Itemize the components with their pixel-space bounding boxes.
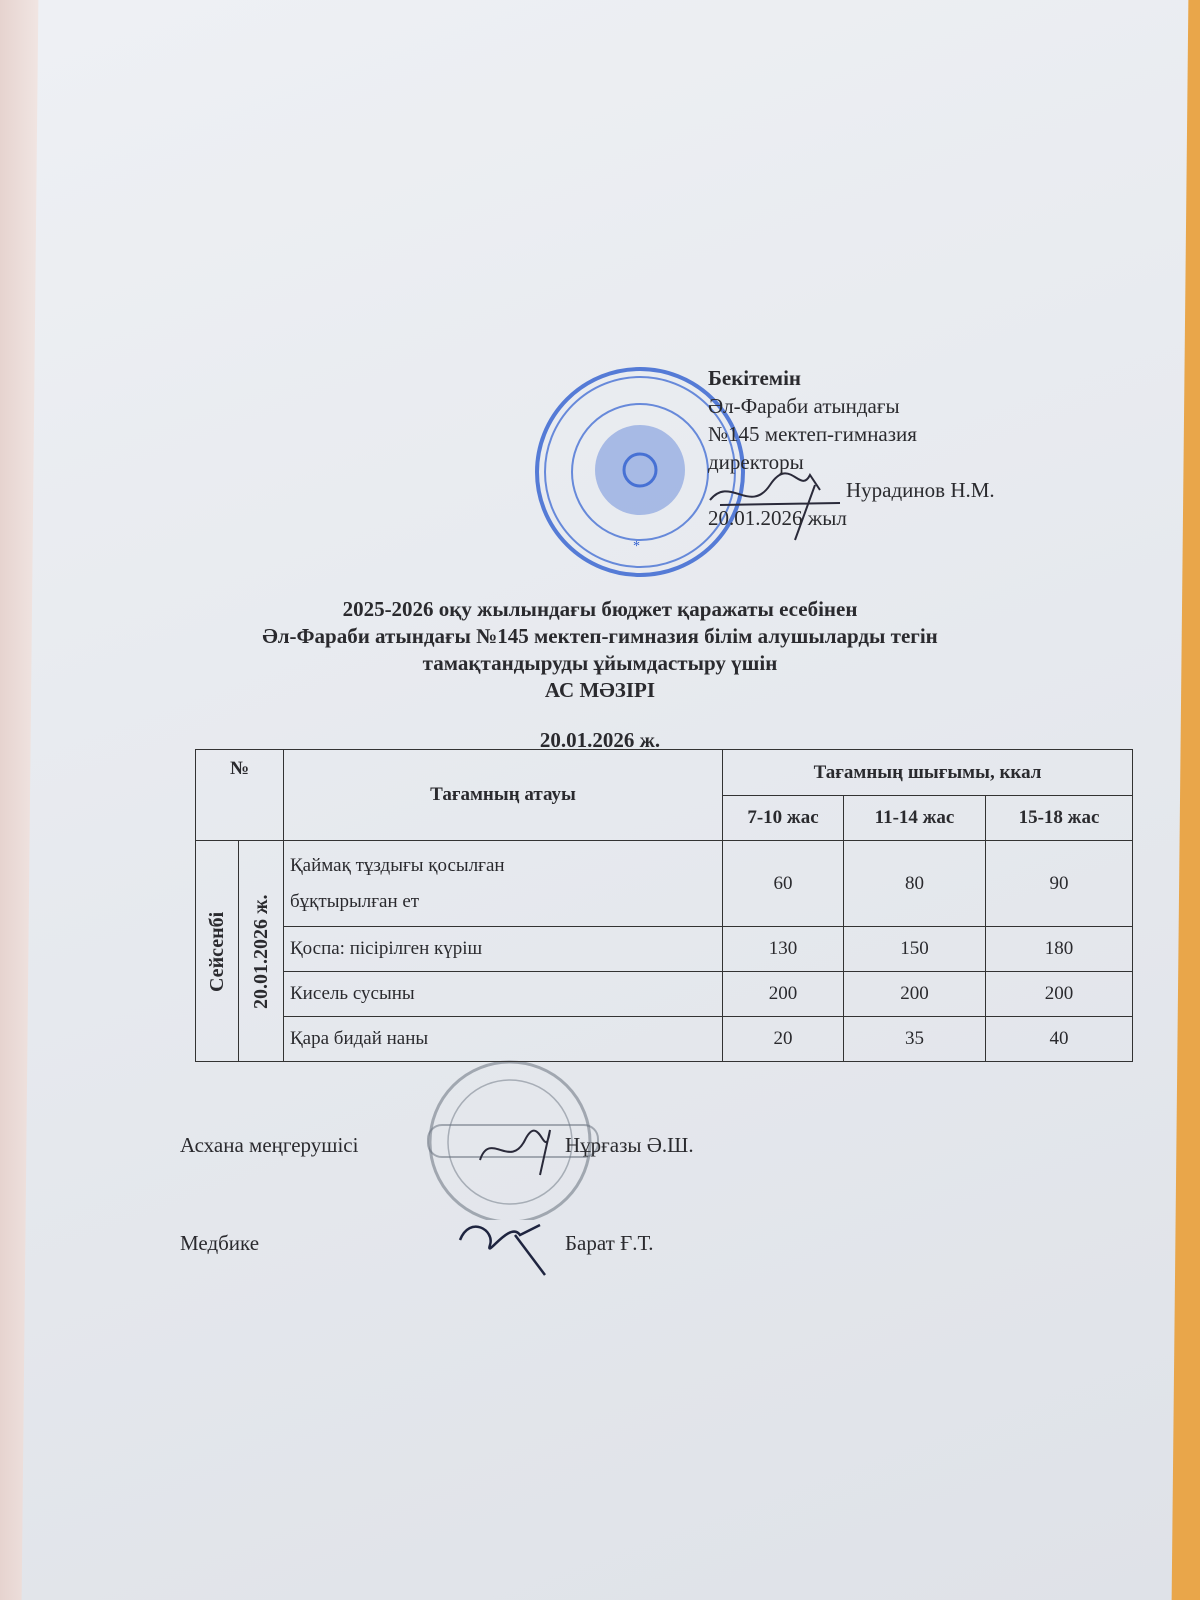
menu-date: 20.01.2026 ж. [539, 728, 661, 752]
menu-heading: АС МӘЗІРІ [544, 678, 656, 702]
dish-name-line: бұқтырылған ет [290, 890, 420, 912]
title-line: 2025-2026 оқу жылындағы бюджет қаражаты есебінен [342, 597, 858, 621]
approval-line: директоры [708, 450, 804, 474]
kcal-cell: 20 [723, 1017, 844, 1062]
table-row [196, 841, 1133, 927]
signature-name: Нұрғазы Ә.Ш. [565, 1133, 694, 1157]
approval-block [708, 364, 995, 532]
signature-name: Барат Ғ.Т. [565, 1231, 654, 1255]
kcal-cell: 200 [844, 972, 986, 1017]
kcal-cell: 180 [986, 927, 1133, 972]
signature-role: Асхана меңгерушісі [180, 1133, 359, 1157]
table-row [196, 972, 1133, 1017]
kcal-cell: 200 [986, 972, 1133, 1017]
approval-line: Әл-Фараби атындағы [708, 394, 900, 418]
approval-date: 20.01.2026 жыл [708, 506, 847, 530]
header-no: № [196, 750, 284, 841]
table-row [196, 1017, 1133, 1062]
table-row [196, 927, 1133, 972]
dish-name: Кисель сусыны [284, 972, 723, 1017]
kcal-cell: 200 [723, 972, 844, 1017]
nurse-signature [450, 1210, 560, 1280]
dish-name: Қоспа: пісірілген күріш [284, 927, 723, 972]
day-label: Сейсенбі [196, 841, 239, 1062]
kcal-cell: 130 [723, 927, 844, 972]
document-title [150, 596, 1050, 704]
header-dish-name: Тағамның атауы [284, 750, 723, 841]
dish-name [284, 841, 723, 927]
day-date: 20.01.2026 ж. [239, 841, 284, 1062]
title-line: тамақтандыруды ұйымдастыру үшін [422, 651, 778, 675]
approval-heading: Бекітемін [708, 366, 802, 390]
svg-text:*: * [633, 539, 640, 554]
kcal-cell: 150 [844, 927, 986, 972]
kcal-cell: 40 [986, 1017, 1133, 1062]
kcal-cell: 60 [723, 841, 844, 927]
dish-name-line: Қаймақ тұздығы қосылған [290, 854, 505, 876]
header-age: 11-14 жас [844, 796, 986, 841]
title-line: Әл-Фараби атындағы №145 мектеп-гимназия білім алушыларды тегін [262, 624, 938, 648]
header-age: 15-18 жас [986, 796, 1133, 841]
signature-role: Медбике [180, 1231, 260, 1255]
kcal-cell: 80 [844, 841, 986, 927]
dish-name: Қара бидай наны [284, 1017, 723, 1062]
kcal-cell: 90 [986, 841, 1133, 927]
approval-line: №145 мектеп-гимназия [708, 422, 917, 446]
header-age: 7-10 жас [723, 796, 844, 841]
kcal-cell: 35 [844, 1017, 986, 1062]
header-output: Тағамның шығымы, ккал [723, 750, 1133, 796]
director-name: Нурадинов Н.М. [846, 478, 995, 502]
menu-table [195, 749, 1133, 1062]
